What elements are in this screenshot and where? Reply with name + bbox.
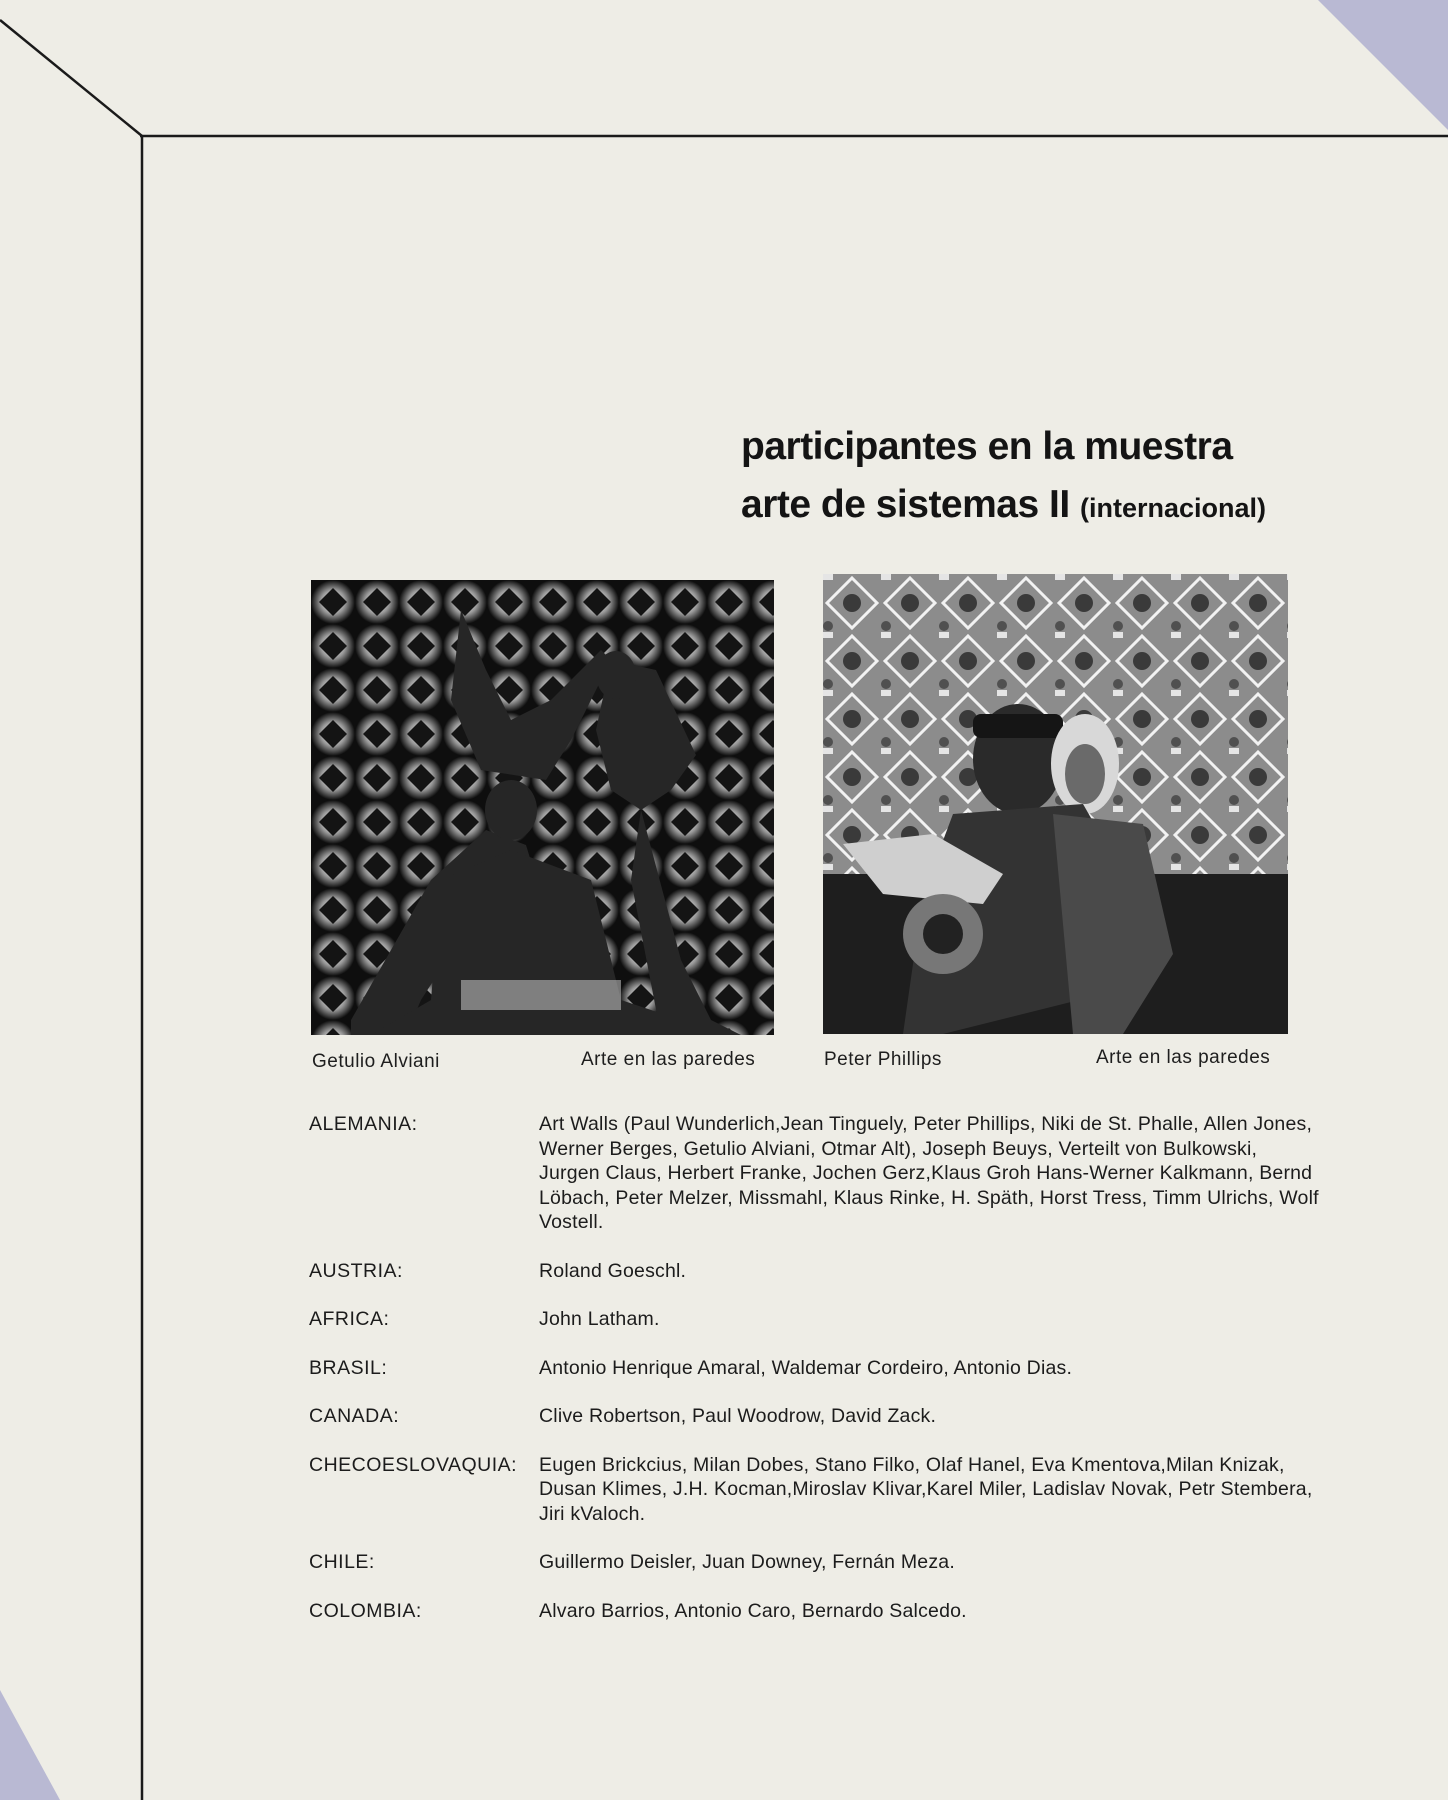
country-name: BRASIL:: [309, 1356, 388, 1379]
page-title: [741, 418, 1266, 537]
artist-list: Alvaro Barrios, Antonio Caro, Bernardo Salcedo.: [539, 1599, 967, 1622]
caption-artist-1: Getulio Alviani: [312, 1051, 440, 1072]
country-row: [309, 1404, 1319, 1429]
country-row: [309, 1307, 1319, 1332]
country-row: [309, 1550, 1319, 1575]
country-row: [309, 1112, 1319, 1235]
artist-list: Clive Robertson, Paul Woodrow, David Zack.: [539, 1405, 937, 1427]
artist-list: John Latham.: [539, 1308, 660, 1330]
photo-peter-phillips: [823, 574, 1288, 1034]
participants-list: [309, 1112, 1319, 1647]
country-name: CHECOESLOVAQUIA:: [309, 1453, 518, 1476]
country-row: [309, 1599, 1319, 1624]
caption-work-1: Arte en las paredes: [581, 1049, 756, 1070]
country-name: AUSTRIA:: [309, 1259, 403, 1282]
country-row: [309, 1259, 1319, 1284]
caption-artist-2: Peter Phillips: [824, 1049, 942, 1070]
artist-list: Eugen Brickcius, Milan Dobes, Stano Filko, Olaf Hanel, Eva Kmentova,Milan Knizak, Dusan Klimes, J.H. Kocman,Miroslav Klivar,Karel Miler, Ladislav Novak, Petr Stembera, Jiri kValoch.: [539, 1453, 1313, 1525]
country-name: CANADA:: [309, 1405, 400, 1427]
title-line-2: [741, 476, 1266, 537]
photo-getulio-alviani: [311, 580, 774, 1035]
title-line-1: participantes en la muestra: [741, 425, 1233, 468]
country-row: [309, 1453, 1319, 1527]
country-name: AFRICA:: [309, 1308, 390, 1330]
country-name: COLOMBIA:: [309, 1599, 422, 1622]
country-name: ALEMANIA:: [309, 1113, 418, 1135]
title-parenthetical: (internacional): [1080, 493, 1267, 523]
caption-work-2: Arte en las paredes: [1096, 1047, 1271, 1068]
country-name: CHILE:: [309, 1551, 375, 1573]
artist-list: Guillermo Deisler, Juan Downey, Fernán Meza.: [539, 1551, 955, 1573]
title-main: arte de sistemas II: [741, 483, 1070, 526]
artist-list: Art Walls (Paul Wunderlich,Jean Tinguely, Peter Phillips, Niki de St. Phalle, Allen Jones, Werner Berges, Getulio Alviani, Otmar Alt), Joseph Beuys, Verteilt von Bulkowski, Jurgen Claus, Herbert Franke, Jochen Gerz,Klaus Groh Hans-Werner Kalkmann, Bernd Löbach, Peter Melzer, Missmahl, Klaus Rinke, H. Späth, Horst Tress, Timm Ulrichs, Wolf Vostell.: [539, 1113, 1319, 1233]
country-row: [309, 1356, 1319, 1381]
artist-list: Roland Goeschl.: [539, 1259, 687, 1282]
artist-list: Antonio Henrique Amaral, Waldemar Cordeiro, Antonio Dias.: [539, 1356, 1073, 1379]
